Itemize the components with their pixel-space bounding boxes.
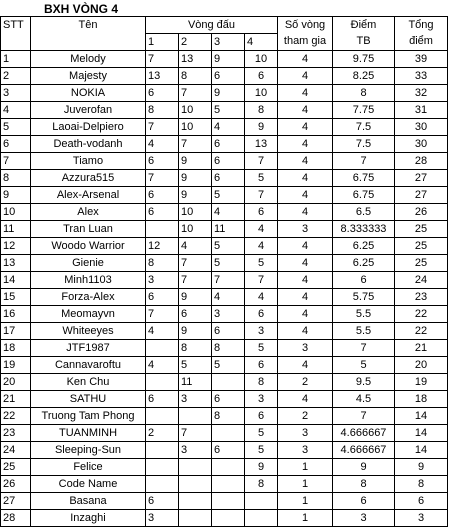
stt-cell: 24 — [1, 442, 31, 459]
round-4-cell: 5 — [245, 255, 278, 272]
avg-cell: 8 — [333, 476, 395, 493]
round-1-cell: 7 — [146, 51, 179, 68]
round-2-cell: 9 — [179, 153, 212, 170]
round-2-cell: 11 — [179, 374, 212, 391]
stt-cell: 2 — [1, 68, 31, 85]
round-3-cell: 4 — [212, 119, 245, 136]
name-cell: Ken Chu — [31, 374, 146, 391]
total-cell: 25 — [395, 255, 448, 272]
avg-cell: 6.75 — [333, 170, 395, 187]
round-4-cell: 9 — [245, 119, 278, 136]
round-1-cell: 7 — [146, 170, 179, 187]
name-cell: Basana — [31, 493, 146, 510]
header-played-2: tham gia — [278, 34, 333, 51]
played-cell: 2 — [278, 374, 333, 391]
table-row — [1, 119, 448, 136]
name-cell: Whiteeyes — [31, 323, 146, 340]
name-cell: Felice — [31, 459, 146, 476]
table-row — [1, 408, 448, 425]
round-2-cell: 10 — [179, 221, 212, 238]
round-1-cell: 4 — [146, 323, 179, 340]
avg-cell: 3 — [333, 510, 395, 527]
stt-cell: 19 — [1, 357, 31, 374]
round-1-cell: 6 — [146, 187, 179, 204]
round-1-cell: 6 — [146, 204, 179, 221]
round-2-cell — [179, 459, 212, 476]
stt-cell: 16 — [1, 306, 31, 323]
round-3-cell: 6 — [212, 442, 245, 459]
round-1-cell: 6 — [146, 153, 179, 170]
total-cell: 14 — [395, 408, 448, 425]
name-cell: Woodo Warrior — [31, 238, 146, 255]
total-cell: 31 — [395, 102, 448, 119]
round-1-cell: 8 — [146, 255, 179, 272]
played-cell: 4 — [278, 119, 333, 136]
round-3-cell: 7 — [212, 272, 245, 289]
total-cell: 23 — [395, 289, 448, 306]
table-row — [1, 476, 448, 493]
header-total-2: điểm — [395, 34, 448, 51]
total-cell: 30 — [395, 136, 448, 153]
total-cell: 14 — [395, 442, 448, 459]
header-round-4: 4 — [245, 34, 278, 51]
round-2-cell: 4 — [179, 238, 212, 255]
stt-cell: 28 — [1, 510, 31, 527]
round-1-cell — [146, 442, 179, 459]
played-cell: 1 — [278, 510, 333, 527]
table-row — [1, 221, 448, 238]
stt-cell: 12 — [1, 238, 31, 255]
table-row — [1, 187, 448, 204]
name-cell: Melody — [31, 51, 146, 68]
played-cell: 2 — [278, 408, 333, 425]
avg-cell: 4.666667 — [333, 425, 395, 442]
table-row — [1, 374, 448, 391]
name-cell: Tiamo — [31, 153, 146, 170]
round-4-cell: 3 — [245, 323, 278, 340]
round-1-cell: 3 — [146, 510, 179, 527]
round-3-cell: 5 — [212, 357, 245, 374]
table-row — [1, 170, 448, 187]
table-row — [1, 153, 448, 170]
stt-cell: 15 — [1, 289, 31, 306]
round-4-cell: 7 — [245, 153, 278, 170]
round-1-cell — [146, 221, 179, 238]
round-1-cell: 6 — [146, 391, 179, 408]
name-cell: Cannavaroftu — [31, 357, 146, 374]
avg-cell: 6.25 — [333, 255, 395, 272]
avg-cell: 8 — [333, 85, 395, 102]
round-4-cell: 5 — [245, 425, 278, 442]
header-row-2 — [1, 34, 448, 51]
name-cell: Minh1103 — [31, 272, 146, 289]
round-3-cell: 4 — [212, 204, 245, 221]
round-4-cell: 10 — [245, 85, 278, 102]
stt-cell: 4 — [1, 102, 31, 119]
total-cell: 8 — [395, 476, 448, 493]
name-cell: Death-vodanh — [31, 136, 146, 153]
round-2-cell: 7 — [179, 255, 212, 272]
header-stt-cont — [1, 34, 31, 51]
round-1-cell: 12 — [146, 238, 179, 255]
sheet-title: BXH VÒNG 4 — [44, 2, 119, 16]
round-1-cell: 3 — [146, 272, 179, 289]
round-4-cell: 13 — [245, 136, 278, 153]
played-cell: 3 — [278, 425, 333, 442]
table-row — [1, 136, 448, 153]
round-3-cell: 4 — [212, 289, 245, 306]
round-2-cell: 9 — [179, 187, 212, 204]
name-cell: Laoai-Delpiero — [31, 119, 146, 136]
stt-cell: 21 — [1, 391, 31, 408]
round-3-cell: 11 — [212, 221, 245, 238]
header-row-1 — [1, 17, 448, 34]
header-stt: STT — [1, 17, 31, 34]
round-3-cell — [212, 425, 245, 442]
total-cell: 27 — [395, 170, 448, 187]
round-3-cell: 5 — [212, 238, 245, 255]
played-cell: 4 — [278, 187, 333, 204]
total-cell: 24 — [395, 272, 448, 289]
played-cell: 4 — [278, 68, 333, 85]
avg-cell: 7.5 — [333, 119, 395, 136]
avg-cell: 7.5 — [333, 136, 395, 153]
header-round-1: 1 — [146, 34, 179, 51]
header-round-3: 3 — [212, 34, 245, 51]
stt-cell: 3 — [1, 85, 31, 102]
round-2-cell: 3 — [179, 391, 212, 408]
round-2-cell: 7 — [179, 85, 212, 102]
total-cell: 39 — [395, 51, 448, 68]
header-name: Tên — [31, 17, 146, 34]
name-cell: Inzaghi — [31, 510, 146, 527]
avg-cell: 7.75 — [333, 102, 395, 119]
stt-cell: 11 — [1, 221, 31, 238]
round-2-cell: 7 — [179, 425, 212, 442]
total-cell: 22 — [395, 323, 448, 340]
stt-cell: 1 — [1, 51, 31, 68]
played-cell: 4 — [278, 204, 333, 221]
round-2-cell: 5 — [179, 357, 212, 374]
table-row — [1, 204, 448, 221]
round-2-cell: 10 — [179, 119, 212, 136]
round-1-cell — [146, 340, 179, 357]
round-4-cell: 7 — [245, 272, 278, 289]
round-4-cell: 4 — [245, 238, 278, 255]
round-4-cell: 5 — [245, 170, 278, 187]
table-row — [1, 306, 448, 323]
table-row — [1, 425, 448, 442]
table-row — [1, 391, 448, 408]
name-cell: Tran Luan — [31, 221, 146, 238]
played-cell: 1 — [278, 493, 333, 510]
name-cell: Azzura515 — [31, 170, 146, 187]
round-4-cell: 6 — [245, 204, 278, 221]
table-row — [1, 493, 448, 510]
round-1-cell: 6 — [146, 493, 179, 510]
table-row — [1, 510, 448, 527]
total-cell: 19 — [395, 374, 448, 391]
stt-cell: 13 — [1, 255, 31, 272]
stt-cell: 17 — [1, 323, 31, 340]
total-cell: 22 — [395, 306, 448, 323]
round-4-cell: 4 — [245, 221, 278, 238]
avg-cell: 5.5 — [333, 323, 395, 340]
total-cell: 26 — [395, 204, 448, 221]
round-3-cell — [212, 374, 245, 391]
round-4-cell: 5 — [245, 442, 278, 459]
avg-cell: 6.75 — [333, 187, 395, 204]
played-cell: 4 — [278, 323, 333, 340]
round-2-cell — [179, 476, 212, 493]
stt-cell: 20 — [1, 374, 31, 391]
avg-cell: 9 — [333, 459, 395, 476]
round-2-cell: 9 — [179, 323, 212, 340]
avg-cell: 8.333333 — [333, 221, 395, 238]
round-3-cell: 8 — [212, 408, 245, 425]
round-3-cell — [212, 493, 245, 510]
avg-cell: 6 — [333, 272, 395, 289]
total-cell: 21 — [395, 340, 448, 357]
played-cell: 4 — [278, 357, 333, 374]
round-4-cell: 8 — [245, 476, 278, 493]
stt-cell: 27 — [1, 493, 31, 510]
total-cell: 25 — [395, 221, 448, 238]
table-row — [1, 357, 448, 374]
round-4-cell: 6 — [245, 357, 278, 374]
round-4-cell: 6 — [245, 408, 278, 425]
round-4-cell: 8 — [245, 374, 278, 391]
round-1-cell — [146, 408, 179, 425]
name-cell: NOKIA — [31, 85, 146, 102]
avg-cell: 5.75 — [333, 289, 395, 306]
header-avg-1: Điểm — [333, 17, 395, 34]
played-cell: 1 — [278, 459, 333, 476]
round-2-cell — [179, 510, 212, 527]
avg-cell: 5 — [333, 357, 395, 374]
stt-cell: 10 — [1, 204, 31, 221]
played-cell: 4 — [278, 170, 333, 187]
table-row — [1, 85, 448, 102]
round-3-cell — [212, 510, 245, 527]
avg-cell: 5.5 — [333, 306, 395, 323]
header-total-1: Tổng — [395, 17, 448, 34]
round-2-cell: 8 — [179, 68, 212, 85]
round-3-cell: 6 — [212, 323, 245, 340]
total-cell: 14 — [395, 425, 448, 442]
total-cell: 32 — [395, 85, 448, 102]
round-1-cell: 4 — [146, 136, 179, 153]
name-cell: Juverofan — [31, 102, 146, 119]
round-4-cell: 3 — [245, 391, 278, 408]
round-4-cell: 10 — [245, 51, 278, 68]
played-cell: 4 — [278, 85, 333, 102]
table-row — [1, 459, 448, 476]
round-2-cell: 10 — [179, 102, 212, 119]
name-cell: Gienie — [31, 255, 146, 272]
table-row — [1, 102, 448, 119]
table-row — [1, 68, 448, 85]
name-cell: Meomayvn — [31, 306, 146, 323]
round-3-cell: 6 — [212, 170, 245, 187]
stt-cell: 9 — [1, 187, 31, 204]
total-cell: 18 — [395, 391, 448, 408]
round-2-cell — [179, 493, 212, 510]
round-4-cell: 8 — [245, 102, 278, 119]
round-4-cell: 9 — [245, 459, 278, 476]
round-1-cell: 7 — [146, 119, 179, 136]
round-2-cell: 6 — [179, 306, 212, 323]
round-3-cell: 6 — [212, 68, 245, 85]
total-cell: 33 — [395, 68, 448, 85]
round-2-cell: 7 — [179, 136, 212, 153]
round-3-cell — [212, 476, 245, 493]
ranking-table — [0, 16, 448, 527]
played-cell: 4 — [278, 238, 333, 255]
name-cell: Code Name — [31, 476, 146, 493]
round-1-cell: 7 — [146, 306, 179, 323]
round-1-cell: 6 — [146, 289, 179, 306]
round-3-cell: 9 — [212, 51, 245, 68]
table-row — [1, 323, 448, 340]
round-2-cell: 10 — [179, 204, 212, 221]
played-cell: 4 — [278, 306, 333, 323]
round-4-cell — [245, 510, 278, 527]
avg-cell: 7 — [333, 153, 395, 170]
stt-cell: 14 — [1, 272, 31, 289]
name-cell: Truong Tam Phong — [31, 408, 146, 425]
round-4-cell: 6 — [245, 306, 278, 323]
round-2-cell: 3 — [179, 442, 212, 459]
avg-cell: 4.5 — [333, 391, 395, 408]
round-2-cell — [179, 408, 212, 425]
round-1-cell: 13 — [146, 68, 179, 85]
stt-cell: 7 — [1, 153, 31, 170]
table-row — [1, 238, 448, 255]
played-cell: 4 — [278, 136, 333, 153]
total-cell: 25 — [395, 238, 448, 255]
table-row — [1, 442, 448, 459]
round-3-cell: 9 — [212, 85, 245, 102]
played-cell: 3 — [278, 340, 333, 357]
round-2-cell: 9 — [179, 289, 212, 306]
header-avg-2: TB — [333, 34, 395, 51]
table-row — [1, 289, 448, 306]
avg-cell: 7 — [333, 340, 395, 357]
avg-cell: 7 — [333, 408, 395, 425]
round-1-cell: 4 — [146, 357, 179, 374]
played-cell: 4 — [278, 289, 333, 306]
total-cell: 20 — [395, 357, 448, 374]
total-cell: 6 — [395, 493, 448, 510]
round-4-cell: 4 — [245, 289, 278, 306]
table-row — [1, 255, 448, 272]
played-cell: 3 — [278, 221, 333, 238]
played-cell: 3 — [278, 442, 333, 459]
name-cell: Forza-Alex — [31, 289, 146, 306]
round-3-cell: 6 — [212, 136, 245, 153]
round-1-cell — [146, 374, 179, 391]
round-3-cell: 5 — [212, 255, 245, 272]
stt-cell: 22 — [1, 408, 31, 425]
avg-cell: 8.25 — [333, 68, 395, 85]
avg-cell: 9.75 — [333, 51, 395, 68]
round-2-cell: 8 — [179, 340, 212, 357]
name-cell: Alex — [31, 204, 146, 221]
name-cell: SATHU — [31, 391, 146, 408]
played-cell: 1 — [278, 476, 333, 493]
played-cell: 4 — [278, 272, 333, 289]
played-cell: 4 — [278, 391, 333, 408]
round-3-cell: 6 — [212, 153, 245, 170]
round-1-cell: 6 — [146, 85, 179, 102]
avg-cell: 6.5 — [333, 204, 395, 221]
round-2-cell: 9 — [179, 170, 212, 187]
played-cell: 4 — [278, 255, 333, 272]
round-4-cell: 5 — [245, 340, 278, 357]
round-3-cell: 5 — [212, 102, 245, 119]
header-played-1: Số vòng — [278, 17, 333, 34]
avg-cell: 6.25 — [333, 238, 395, 255]
round-2-cell: 13 — [179, 51, 212, 68]
stt-cell: 8 — [1, 170, 31, 187]
header-rounds: Vòng đấu — [146, 17, 278, 34]
total-cell: 28 — [395, 153, 448, 170]
header-name-cont — [31, 34, 146, 51]
name-cell: Sleeping-Sun — [31, 442, 146, 459]
name-cell: Alex-Arsenal — [31, 187, 146, 204]
table-row — [1, 340, 448, 357]
avg-cell: 6 — [333, 493, 395, 510]
round-3-cell: 5 — [212, 187, 245, 204]
table-row — [1, 51, 448, 68]
stt-cell: 18 — [1, 340, 31, 357]
total-cell: 30 — [395, 119, 448, 136]
round-3-cell: 3 — [212, 306, 245, 323]
stt-cell: 25 — [1, 459, 31, 476]
round-3-cell — [212, 459, 245, 476]
table-row — [1, 272, 448, 289]
round-1-cell — [146, 476, 179, 493]
stt-cell: 23 — [1, 425, 31, 442]
avg-cell: 9.5 — [333, 374, 395, 391]
round-2-cell: 7 — [179, 272, 212, 289]
round-1-cell: 2 — [146, 425, 179, 442]
round-3-cell: 8 — [212, 340, 245, 357]
played-cell: 4 — [278, 102, 333, 119]
played-cell: 4 — [278, 153, 333, 170]
header-round-2: 2 — [179, 34, 212, 51]
avg-cell: 4.666667 — [333, 442, 395, 459]
name-cell: Majesty — [31, 68, 146, 85]
stt-cell: 5 — [1, 119, 31, 136]
round-1-cell: 8 — [146, 102, 179, 119]
stt-cell: 6 — [1, 136, 31, 153]
round-4-cell — [245, 493, 278, 510]
round-3-cell: 6 — [212, 391, 245, 408]
name-cell: TUANMINH — [31, 425, 146, 442]
total-cell: 27 — [395, 187, 448, 204]
total-cell: 3 — [395, 510, 448, 527]
round-4-cell: 6 — [245, 68, 278, 85]
name-cell: JTF1987 — [31, 340, 146, 357]
round-4-cell: 7 — [245, 187, 278, 204]
stt-cell: 26 — [1, 476, 31, 493]
total-cell: 9 — [395, 459, 448, 476]
round-1-cell — [146, 459, 179, 476]
played-cell: 4 — [278, 51, 333, 68]
